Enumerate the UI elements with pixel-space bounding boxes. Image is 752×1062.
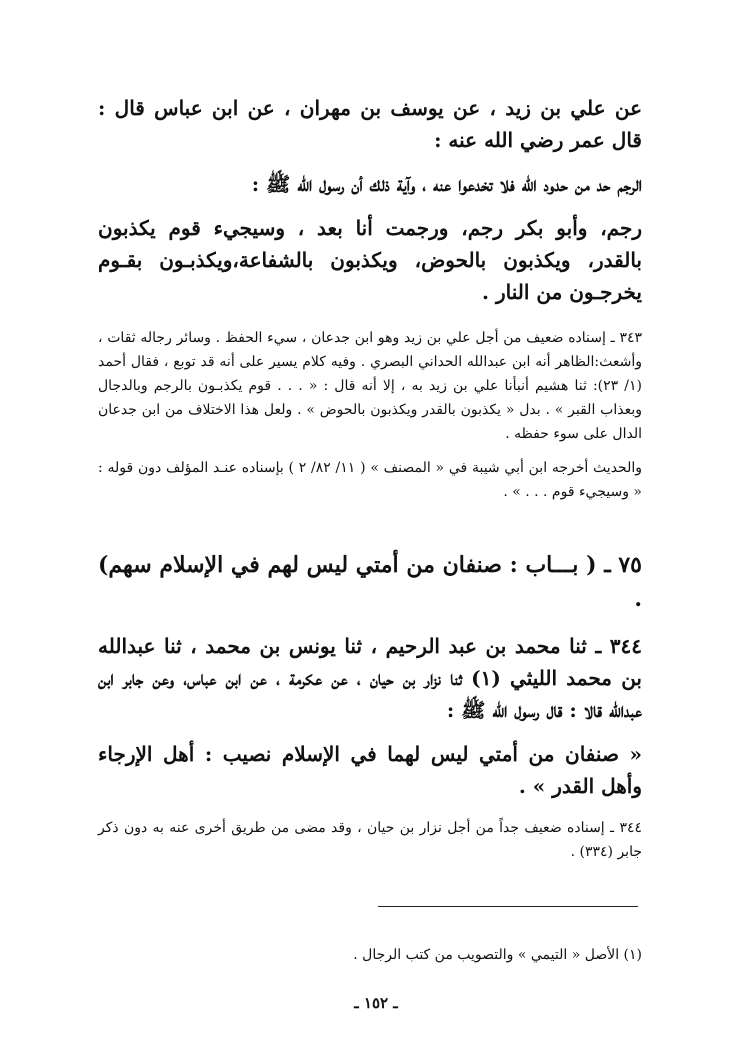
commentary-343-continued: والحديث أخرجه ابن أبي شيبة في « المصنف » ( ١١/ ٨٢/ ٢ ) بإسناده عنـد المؤلف دون قوله : « وسيجيء قوم . . . » .	[98, 460, 642, 500]
footnote: (١) الأصل « التيمي » والتصويب من كتب الرجال .	[353, 947, 642, 963]
page-number: ـ ١٥٢ ـ	[354, 994, 398, 1012]
commentary-343: ٣٤٣ ـ إسناده ضعيف من أجل علي بن زيد وهو ابن جدعان ، سيء الحفظ . وسائر رجاله ثقات ، وأشعث:الظاهر أنه ابن عبدالله الحداني البصري . وفيه كلام يسير على أنه قد توبع ، فقال أحمد (١/ ٢٣): ثنا هشيم أنبأنا علي بن زيد به ، إلا أنه قال : « . . . قوم يكذبـون بالرجم وبالدجال وبعذاب القبر » . بدل « يكذبون بالقدر ويكذبون بالحوض » . ولعل هذا الاختلاف من ابن جدعان الدال على سوء حفظه .	[98, 330, 642, 442]
text-paragraph-3: رجم، وأبو بكر رجم، ورجمت أنا بعد ، وسيجيء قوم يكذبون بالقدر، ويكذبون بالحوض، ويكذبون بالشفاعة،ويكذبـون بقـوم يخرجـون من النار .	[98, 216, 642, 304]
chapter-heading-75: ٧٥ ـ ( بـــاب : صنفان من أمتي ليس لهم في الإسلام سهم) .	[98, 552, 642, 612]
page-body	[98, 92, 642, 864]
hadith-344-chain: ٣٤٤ ـ ثنا محمد بن عبد الرحيم ، ثنا يونس بن محمد ، ثنا عبدالله بن محمد الليثي (١) ثنا نزار بن حيان ، عن عكرمة ، عن ابن عباس، وعن جابر ابن عبدالله قالا : قال رسول الله ﷺ :	[98, 634, 642, 722]
text-paragraph-1: عن علي بن زيد ، عن يوسف بن مهران ، عن ابن عباس قال : قال عمر رضي الله عنه :	[98, 96, 642, 152]
footnote-divider	[378, 906, 638, 907]
commentary-344: ٣٤٤ ـ إسناده ضعيف جداً من أجل نزار بن حيان ، وقد مضى من طريق أخرى عنه به دون ذكر جابر (٣٣٤) .	[98, 820, 642, 860]
text-paragraph-2: الرجم حد من حدود الله فلا تخدعوا عنه ، وآية ذلك أن رسول الله ﷺ :	[251, 172, 642, 196]
hadith-344-text: « صنفان من أمتي ليس لهما في الإسلام نصيب : أهل الإرجاء وأهل القدر » .	[98, 742, 642, 798]
